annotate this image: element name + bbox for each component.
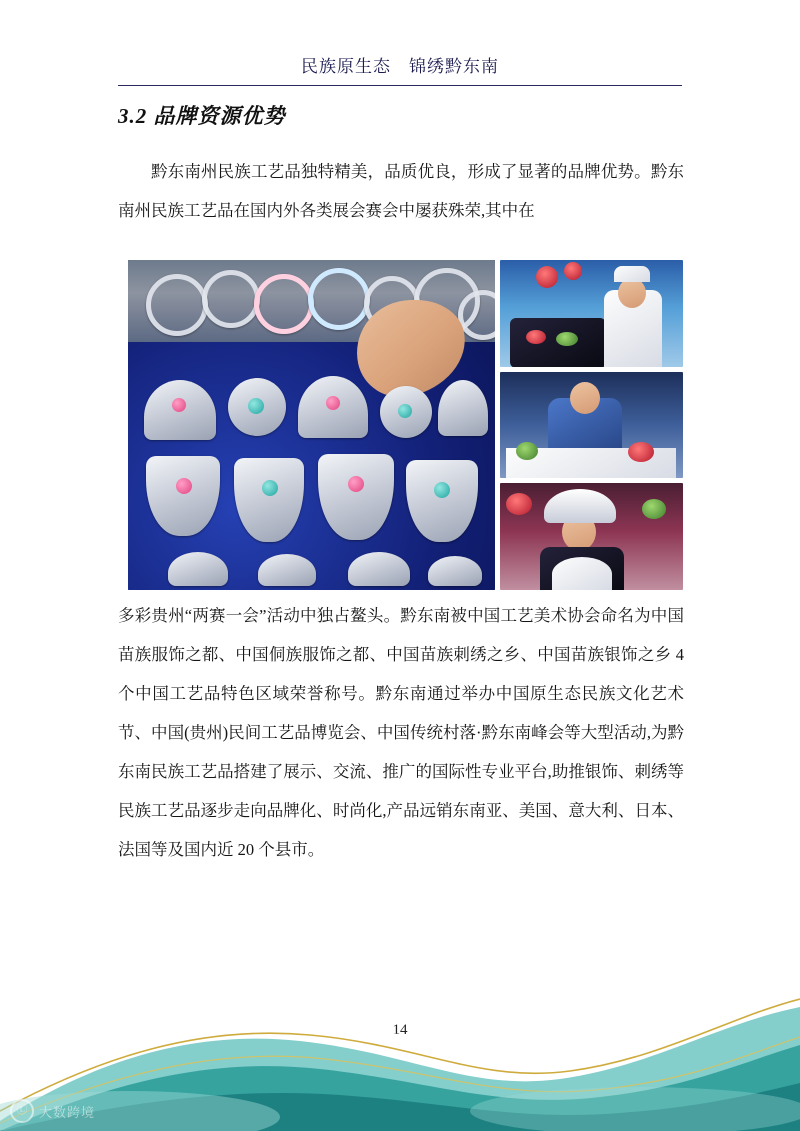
silver-pendant: [348, 552, 410, 586]
bangle: [202, 270, 260, 328]
watermark-logo-icon: Ⓛ: [10, 1099, 34, 1123]
photo-silver-jewelry-display: [128, 260, 495, 590]
silver-crown: [544, 489, 616, 523]
person-head: [570, 382, 600, 414]
bangle: [254, 274, 314, 334]
craft-item: [628, 442, 654, 462]
wave-decoration-icon: [0, 971, 800, 1131]
photo-embroidery-demo: [500, 260, 683, 367]
headwear: [614, 266, 650, 282]
footer-decoration: [0, 971, 800, 1131]
pendant-gem: [262, 480, 278, 496]
bangle: [146, 274, 208, 336]
figure-collage: [128, 260, 683, 590]
silver-pendant: [428, 556, 482, 586]
header-divider: [118, 85, 682, 86]
paragraph-intro: [118, 152, 684, 230]
pendant-gem: [176, 478, 192, 494]
photo-embroidery-making: [500, 372, 683, 479]
bangle: [308, 268, 370, 330]
paragraph-intro-text: 黔东南州民族工艺品独特精美，品质优良，形成了显著的品牌优势。黔东南州民族工艺品在国内外各类展会赛会中屡获殊荣,其中在: [118, 162, 684, 220]
page-header: [118, 52, 682, 86]
side-photo-column: [500, 260, 683, 590]
embroidery-motif: [526, 330, 546, 344]
silver-pendant: [258, 554, 316, 586]
watermark: [10, 1099, 95, 1123]
paragraph-continuation: [118, 596, 684, 869]
paragraph-continuation-text: 多彩贵州“两赛一会”活动中独占鳌头。黔东南被中国工艺美术协会命名为中国苗族服饰之都、中国侗族服饰之都、中国苗族刺绣之乡、中国苗族银饰之乡 4 个中国工艺品特色区域荣誉称号。黔东南通过举办中国原生态民族文化艺术节、中国(贵州)民间工艺品博览会、中国传统村落·黔东南峰会等大型活动,为黔东南民族工艺品搭建了展示、交流、推广的国际性专业平台,助推银饰、刺绣等民族工艺品逐步走向品牌化、时尚化,产品远销东南亚、美国、意大利、日本、法国等及国内近 20 个县市。: [118, 606, 684, 859]
decoration: [642, 499, 666, 519]
section-heading: 3.2 品牌资源优势: [118, 104, 286, 128]
pendant-gem: [248, 398, 264, 414]
watermark-text: 大数跨境: [39, 1104, 96, 1120]
craft-item: [516, 442, 538, 460]
header-title: 民族原生态 锦绣黔东南: [301, 57, 499, 76]
pendant-gem: [326, 396, 340, 410]
person-head: [618, 278, 646, 308]
silver-pendant: [168, 552, 228, 586]
pendant-gem: [434, 482, 450, 498]
decoration: [506, 493, 532, 515]
photo-silver-crown: [500, 483, 683, 590]
pendant-gem: [348, 476, 364, 492]
decoration: [536, 266, 558, 288]
silver-ornament: [552, 557, 612, 590]
pendant-gem: [398, 404, 412, 418]
embroidery-motif: [556, 332, 578, 346]
decoration: [564, 262, 582, 280]
pendant-gem: [172, 398, 186, 412]
page-number: 14: [392, 1022, 408, 1038]
